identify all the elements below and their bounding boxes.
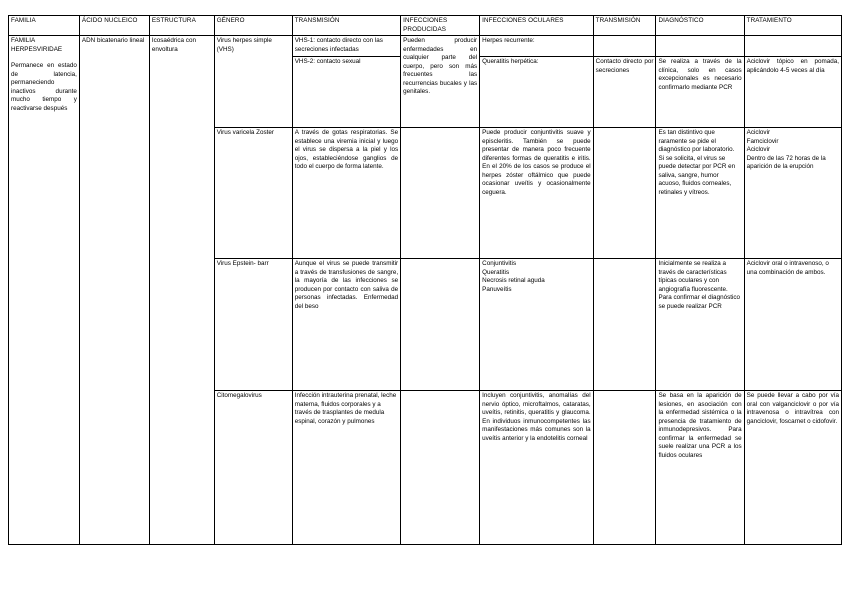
diagnostico-ebv: Inicialmente se realiza a través de características típicas oculares y con angiografía fluorescente. Para confirmar el diagnóstico se puede realizar PCR — [656, 259, 744, 391]
transmision-ocular-cmv — [593, 391, 656, 545]
infecciones-ebv — [401, 259, 480, 391]
table-row — [9, 36, 842, 57]
ocular-hsv-1: Herpes recurrente: — [480, 36, 593, 57]
header-transmision-ocular: TRANSMISIÓN — [593, 16, 656, 36]
ocular-ebv-line: Conjuntivitis — [482, 260, 517, 267]
transmision-hsv-2: VHS-2: contacto sexual — [292, 57, 400, 128]
ocular-cmv: Incluyen conjuntivitis, anomalías del nervio óptico, microftalmos, cataratas, uveítis, retinitis, queratitis y glaucoma. En individuos inmunocompetentes las manifestaciones más comunes son la uveítis anterior y la endotelitis corneal — [480, 391, 593, 545]
transmision-ocular-vzv — [593, 128, 656, 259]
transmision-ocular-hsv-1 — [593, 36, 656, 57]
tratamiento-ebv: Aciclovir oral o intravenoso, o una combinación de ambos. — [744, 259, 841, 391]
header-diagnostico: DIAGNÓSTICO — [656, 16, 744, 36]
header-infecciones-producidas: INFECCIONES PRODUCIDAS — [401, 16, 480, 36]
transmision-ebv: Aunque el virus se puede transmitir a través de transfusiones de sangre, la mayoría de las infecciones se producen por contacto con saliva de personas infectadas. Enfermedad del beso — [292, 259, 400, 391]
transmision-ocular-ebv — [593, 259, 656, 391]
transmision-hsv-1: VHS-1: contacto directo con las secreciones infectadas — [292, 36, 400, 57]
diagnostico-vzv: Es tan distintivo que raramente se pide el diagnóstico por laboratorio. Si se solicita, el virus se puede detectar por PCR en saliva, sangre, humor acuoso, fluidos corneales, retinales y vítreos. — [656, 128, 744, 259]
tratamiento-cmv: Se puede llevar a cabo por vía oral con valganciclovir o por vía intravenosa o intravítrea con ganciclovir, foscarnet o cidofovir. — [744, 391, 841, 545]
tratamiento-vzv-line: Dentro de las 72 horas de la aparición de la erupción — [746, 154, 826, 170]
diagnostico-hsv-1 — [656, 36, 744, 57]
header-transmision: TRANSMISIÓN — [292, 16, 400, 36]
tratamiento-vzv-line: Famciclovir — [746, 137, 779, 145]
header-estructura: ESTRUCTURA — [149, 16, 214, 36]
genero-vzv: Virus varicela Zoster — [214, 128, 292, 259]
header-tratamiento: TRATAMIENTO — [744, 16, 841, 36]
tratamiento-hsv-1 — [744, 36, 841, 57]
ocular-ebv-line: Necrosis retinal aguda — [482, 277, 545, 284]
header-familia: FAMILIA — [9, 16, 80, 36]
header-genero: GÉNERO — [214, 16, 292, 36]
tratamiento-vzv — [744, 128, 841, 259]
ocular-ebv — [480, 259, 593, 391]
infecciones-cmv — [401, 391, 480, 545]
ocular-ebv-line: Queratitis — [482, 268, 510, 276]
estructura-cell: Icosaédrica con envoltura — [149, 36, 214, 545]
tratamiento-hsv: Aciclovir tópico en pomada, aplicándolo 4-5 veces al día — [744, 57, 841, 128]
tratamiento-vzv-line: Aciclovir — [746, 146, 771, 153]
diagnostico-hsv: Se realiza a través de la clínica, solo en casos excepcionales es necesario confirmarlo mediante PCR — [656, 57, 744, 128]
ocular-hsv-2: Queratitis herpética: — [480, 57, 593, 128]
familia-cell — [9, 36, 80, 545]
familia-name: FAMILIA HERPESVIRIDAE — [11, 37, 63, 53]
acido-nucleico-cell: ADN bicatenario lineal — [79, 36, 149, 545]
diagnostico-cmv: Se basa en la aparición de lesiones, en asociación con la enfermedad sistémica o la presencia de tratamiento de inmunodepresivos. Para confirmar la enfermedad se suele realizar una PCR a los fluidos oculares — [656, 391, 744, 545]
transmision-cmv: Infección intrauterina prenatal, leche materna, fluidos corporales y a través de trasplantes de medula espinal, corazón y pulmones — [292, 391, 400, 545]
genero-cmv: Citomegalovirus — [214, 391, 292, 545]
transmision-vzv: A través de gotas respiratorias. Se establece una viremia inicial y luego el virus se dispersa a la piel y los ojos, estableciéndose ganglios de todo el cuerpo de forma latente. — [292, 128, 400, 259]
header-acido-nucleico: ÁCIDO NUCLEICO — [79, 16, 149, 36]
genero-ebv: Virus Epstein- barr — [214, 259, 292, 391]
transmision-ocular-hsv: Contacto directo por secreciones — [593, 57, 656, 128]
ocular-ebv-line: Panuveítis — [482, 285, 512, 293]
genero-hsv: Virus herpes simple (VHS) — [214, 36, 292, 128]
header-row — [9, 16, 842, 36]
infecciones-hsv: Pueden producir enfermedades en cualquier parte del cuerpo, pero son más frecuentes las recurrencias bucales y las genitales. — [401, 36, 480, 128]
header-infecciones-oculares: INFECCIONES OCULARES — [480, 16, 593, 36]
tratamiento-vzv-line: Aciclovir — [746, 129, 771, 136]
infecciones-vzv — [401, 128, 480, 259]
ocular-vzv: Puede producir conjuntivitis suave y episcleritis. También se puede presentar de manera poco frecuente diferentes formas de queratitis e iritis. En el 20% de los casos se produce el herpes zóster oftálmico que puede ocasionar uveítis y ocasionalmente ceguera. — [480, 128, 593, 259]
virus-table — [8, 15, 842, 545]
familia-description: Permanece en estado de latencia, permaneciendo inactivos durante mucho tiempo y reactivarse después — [11, 62, 77, 112]
